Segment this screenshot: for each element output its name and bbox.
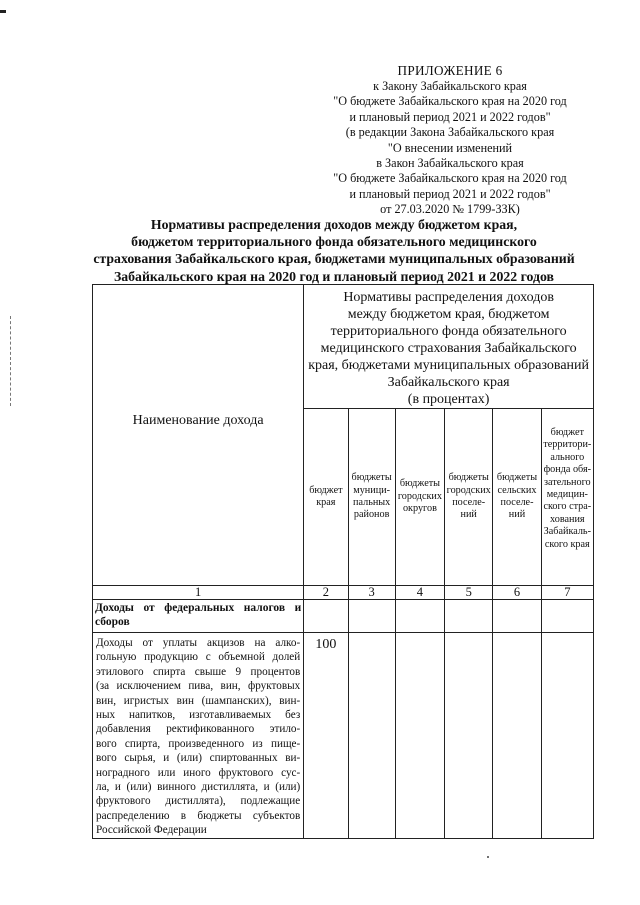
scan-speck — [487, 856, 489, 858]
group-header-line: (в процентах) — [407, 392, 490, 407]
group-header-line: края, бюджетами муниципальных образований — [308, 358, 590, 373]
sub-header-line: поселе- — [452, 497, 486, 508]
income-name-line: распределению в бюджеты субъектов — [96, 809, 301, 822]
section-label — [93, 600, 304, 633]
table-cell — [445, 600, 493, 633]
sub-header-line: сельских — [497, 484, 537, 496]
section-row — [93, 600, 594, 633]
sub-header-line: городских — [446, 484, 491, 496]
value-municipal-districts — [348, 633, 395, 839]
sub-header-line: муници- — [353, 484, 391, 496]
sub-header-line: территори- — [543, 439, 592, 451]
edge-mark — [0, 10, 6, 13]
table-cell — [304, 600, 348, 633]
value-rural-settlements — [493, 633, 541, 839]
appendix-line: и плановый период 2021 и 2022 годов" — [349, 109, 551, 124]
appendix-line: "О бюджете Забайкальского края на 2020 год — [333, 171, 567, 186]
income-name-line: ных напитков, изготавливаемых без — [96, 709, 301, 722]
appendix-heading: ПРИЛОЖЕНИЕ 6 — [397, 63, 503, 78]
section-label-line: Доходы от федеральных налогов и — [95, 602, 302, 614]
col-header-municipal-districts — [348, 409, 395, 586]
column-number: 7 — [541, 586, 593, 600]
sub-header-line: фонда обя- — [543, 464, 592, 476]
sub-header-line: ального — [550, 451, 585, 463]
title-line: бюджетом территориального фонда обязательного медицинского — [131, 234, 537, 250]
sub-header-line: бюджеты — [351, 472, 392, 484]
sub-header-line: зательного — [544, 476, 591, 488]
column-number: 3 — [348, 586, 395, 600]
sub-header-line: медицин- — [546, 489, 588, 501]
sub-header-line: края — [316, 497, 336, 508]
sub-header-line: поселе- — [500, 497, 534, 508]
group-header-line: медицинского страхования Забайкальского — [320, 341, 577, 356]
income-name-line: фруктового дистиллята), подлежащие — [96, 795, 301, 808]
norms-group-header — [304, 285, 594, 409]
col-header-medical-insurance-fund — [541, 409, 593, 586]
appendix-line: к Закону Забайкальского края — [373, 79, 527, 93]
table-cell — [493, 600, 541, 633]
column-number: 1 — [93, 586, 304, 600]
appendix-line: "О бюджете Забайкальского края на 2020 год — [333, 94, 567, 109]
sub-header-line: бюджеты — [399, 478, 441, 490]
income-name-line: (за исключением пива, вин, фруктовых — [96, 680, 301, 693]
income-name-line: гольную продукцию с объемной долей — [96, 651, 301, 664]
appendix-line: (в редакции Закона Забайкальского края — [345, 125, 555, 140]
column-number: 6 — [493, 586, 541, 600]
sub-header-line: ний — [508, 509, 526, 521]
sub-header-line: ского стра- — [543, 501, 592, 513]
income-name-line: ла, и (или) винного дистиллята, и (или) — [96, 781, 301, 794]
table-cell — [348, 600, 395, 633]
sub-header-line: районов — [353, 509, 390, 521]
sub-header-line: бюджет — [309, 484, 343, 496]
col-header-urban-settlements — [445, 409, 493, 586]
income-name-line: Российской Федерации — [96, 824, 207, 837]
income-name-line: ноградного или иного фруктового сус- — [96, 766, 301, 779]
group-header-line: между бюджетом края, бюджетом — [347, 307, 550, 322]
group-header-line: Нормативы распределения доходов — [343, 290, 554, 305]
group-header-line: Забайкальского края — [387, 375, 510, 390]
value-medical-insurance-fund — [541, 633, 593, 839]
income-name-line: вого сырья, и (или) спиртованных ви- — [96, 752, 301, 765]
section-label-line: сборов — [95, 615, 130, 628]
sub-header-line: бюджеты — [496, 472, 538, 484]
value-city-districts — [395, 633, 444, 839]
table-row — [93, 633, 594, 839]
title-line: Забайкальского края на 2020 год и плановый период 2021 и 2022 годов — [113, 268, 555, 284]
sub-header-line: городских — [397, 490, 442, 502]
appendix-line: в Закон Забайкальского края — [376, 156, 524, 171]
column-number-row — [93, 586, 594, 600]
appendix-line: "О внесении изменений — [387, 140, 513, 155]
sub-header-line: ний — [460, 509, 477, 521]
document-title — [84, 216, 584, 285]
sub-header-line: бюджеты — [448, 472, 489, 484]
sub-header-line: бюджет — [550, 427, 584, 438]
appendix-line: от 27.03.2020 № 1799-ЗЗК) — [380, 202, 520, 217]
income-name-line: вин, игристых вин (шампанских), вин- — [96, 694, 301, 707]
income-name-line: этилового спирта свыше 9 процентов — [96, 665, 301, 678]
income-name-cell — [93, 633, 304, 839]
income-name-header: Наименование дохода — [93, 285, 304, 586]
scan-edge-dots — [10, 316, 12, 406]
col-header-city-districts — [395, 409, 444, 586]
sub-header-line: хования — [550, 513, 585, 525]
value-regional-budget: 100 — [304, 633, 348, 839]
sub-header-line: округов — [402, 503, 437, 515]
title-line: Нормативы распределения доходов между бюджетом края, — [150, 217, 518, 232]
income-name-line: Доходы от уплаты акцизов на алко- — [96, 637, 301, 649]
appendix-block — [300, 62, 600, 218]
norms-table — [92, 284, 594, 839]
sub-header-line: пальных — [353, 497, 391, 508]
col-header-rural-settlements — [493, 409, 541, 586]
value-urban-settlements — [445, 633, 493, 839]
sub-header-line: ского края — [544, 538, 590, 550]
appendix-line: и плановый период 2021 и 2022 годов" — [349, 186, 551, 201]
title-line: страхования Забайкальского края, бюджетами муниципальных образований — [93, 251, 575, 267]
column-number: 2 — [304, 586, 348, 600]
col-header-regional-budget — [304, 409, 348, 586]
income-name-line: вого спирта, произведенного из пище- — [96, 737, 301, 750]
table-cell — [541, 600, 593, 633]
table-cell — [395, 600, 444, 633]
group-header-line: территориального фонда обязательного — [330, 324, 567, 339]
column-number: 5 — [445, 586, 493, 600]
sub-header-line: Забайкаль- — [543, 526, 591, 538]
column-number: 4 — [395, 586, 444, 600]
income-name-line: добавления ректификованного этило- — [96, 723, 301, 736]
